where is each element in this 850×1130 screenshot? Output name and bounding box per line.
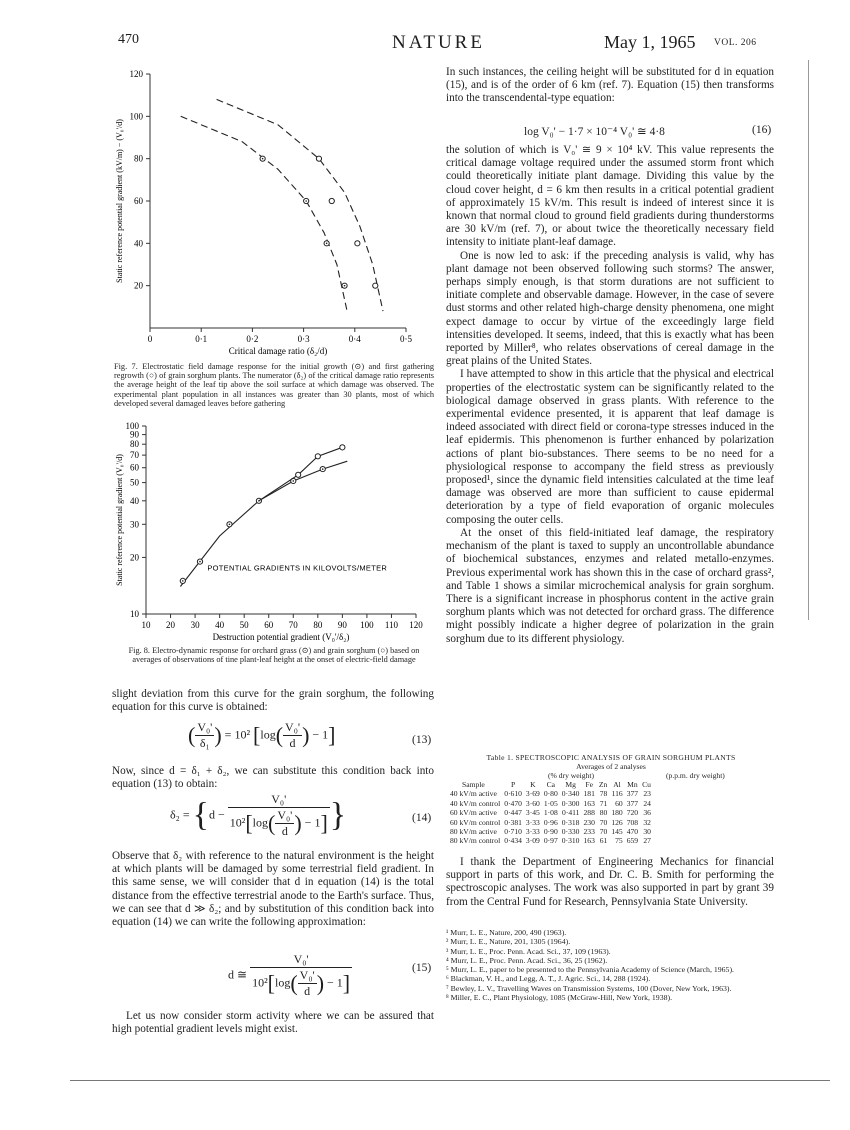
- issue-date: May 1, 1965: [604, 32, 696, 52]
- equation-13: ( $\frac{\text{V₀'}}{\text{δ₁}}$ ) = 10² [log( $\frac{\text{V₀'}}{d}$ ) − 1]: [188, 720, 336, 750]
- equation-13-number: (13): [412, 734, 432, 746]
- y-tick-label: 10: [130, 609, 139, 619]
- table-cell: 0·470: [504, 798, 522, 808]
- table-cell: 126: [611, 817, 623, 827]
- table-cell: 116: [611, 789, 623, 799]
- table-cell: 377: [626, 798, 639, 808]
- table-group-pct: (% dry weight): [548, 771, 594, 780]
- table-cell: 24: [643, 798, 651, 808]
- table-cell: 80 kV/m control: [450, 836, 501, 846]
- table-cell: 3·09: [525, 836, 540, 846]
- body-text: At the onset of this field-initiated leaf damage, the respiratory mechanism of the plant is taxed to supply an uncontrollable abundance of biochemical substances, enzymes and related metallo-enzymes. Previous experimental work has shown this in the case of orchard grass², and Table 1 shows a similar microchemical analysis for grain sorghum. There is a significant increase in phosphorus content in the active grain sorghum plants which was not detected for orchard grass. The difference might possibly indicate a higher degree of polarization in the grain sorghum due to its different physiology.: [446, 526, 774, 645]
- table-cell: 60 kV/m control: [450, 817, 501, 827]
- table-cell: 0·97: [543, 836, 558, 846]
- table-cell: 470: [626, 827, 639, 837]
- table-cell: 0·310: [561, 836, 580, 846]
- right-paragraph-1: [446, 66, 774, 106]
- table-header-cell: Zn: [598, 780, 608, 789]
- series-1-point-dot: [326, 243, 328, 245]
- volume-label: VOL. 206: [714, 38, 757, 48]
- table-cell: 163: [583, 798, 595, 808]
- fig8-chart: [112, 420, 434, 642]
- left-paragraph-2: [112, 765, 434, 791]
- equation-14-number: (14): [412, 812, 432, 824]
- table-cell: 163: [583, 836, 595, 846]
- reference-item: ² Murr, L. E., Nature, 201, 1305 (1964).: [446, 937, 571, 947]
- reference-item: ⁷ Bewley, L. V., Travelling Waves on Transmission Systems, 100 (Dover, New York, 1963).: [446, 983, 732, 993]
- table-row: [448, 827, 653, 836]
- scan-edge-line: [70, 1080, 830, 1081]
- table-cell: 30: [643, 827, 651, 837]
- fig8-caption-label: Fig. 8.: [128, 646, 151, 655]
- table-header-row: [448, 780, 653, 789]
- x-tick-label: 0: [147, 334, 153, 344]
- table-cell: 0·340: [561, 789, 580, 799]
- table-header-cell: Fe: [585, 780, 593, 789]
- series-1-curve: [181, 116, 347, 311]
- table-cell: 36: [643, 808, 651, 818]
- table-group-ppm: (p.p.m. dry weight): [666, 771, 725, 780]
- series-1-point-dot: [199, 561, 201, 563]
- fig8-caption: [114, 646, 434, 664]
- table-cell: 659: [626, 836, 639, 846]
- x-tick-label: 110: [384, 620, 399, 630]
- series-1-point-dot: [344, 285, 346, 287]
- body-text: I have attempted to show in this article that the physical and electrical properties of the electrostatic system can be significantly related to the biological damage observed in grass plants. With reference to the experimental evidence presented, it is apparent that leaf damage is indeed associated with direct field or corona-type stresses induced in the leaf epidermis. This phenomenon is further enhanced by polarization actions of plant bio-substances. There seems to be no need for a physiological response to accompany the field stress as previously proposed¹, since the dynamic field intensities calculated at the time leaf damage was observed are more than sufficient to cause epidermal deterioration by a type of field evaporation of organic molecules composing the outer cells.: [446, 368, 774, 526]
- y-tick-label: 120: [129, 69, 143, 79]
- left-paragraph-4: [112, 1010, 434, 1036]
- table-cell: 181: [583, 789, 595, 799]
- table-cell: 32: [643, 817, 651, 827]
- x-tick-label: 0·1: [195, 334, 208, 344]
- series-2-curve: [217, 99, 383, 311]
- fig7-caption: [114, 362, 434, 408]
- table-cell: 40 kV/m control: [450, 798, 501, 808]
- table-cell: 0·300: [561, 798, 580, 808]
- table-cell: 288: [583, 808, 595, 818]
- series-1-point-dot: [292, 480, 294, 482]
- x-tick-label: 0·5: [400, 334, 412, 344]
- table-cell: 70: [599, 817, 608, 827]
- table-header-cell: Mn: [627, 780, 638, 789]
- table-header-cell: Al: [613, 780, 621, 789]
- table-header-cell: Mg: [565, 780, 576, 789]
- x-tick-label: 40: [215, 620, 225, 630]
- x-tick-label: 0·2: [246, 334, 259, 344]
- table-cell: 23: [643, 789, 651, 799]
- table-cell: 233: [583, 827, 595, 837]
- y-axis-label: Static reference potential gradient (V₀'/d): [115, 454, 124, 586]
- reference-item: ⁵ Murr, L. E., paper to be presented to the Pennsylvania Academy of Science (March, 1965).: [446, 965, 734, 975]
- acknowledgement: [446, 856, 774, 909]
- table-cell: 40 kV/m active: [450, 789, 497, 799]
- series-2-point: [373, 283, 378, 288]
- table-cell: 3·45: [525, 808, 540, 818]
- journal-name: NATURE: [392, 32, 485, 53]
- table-header-cell: P: [510, 780, 516, 789]
- table-row: [448, 818, 653, 827]
- table-body: [448, 780, 653, 846]
- table-row: [448, 789, 653, 798]
- reference-item: ⁶ Blackman, V. H., and Legg, A. T., J. Agric. Sci., 14, 288 (1924).: [446, 974, 651, 984]
- table-cell: 0·90: [543, 827, 558, 837]
- table-row: [448, 836, 653, 845]
- y-tick-label: 60: [130, 462, 139, 473]
- right-paragraphs: [446, 144, 774, 646]
- y-tick-label: 100: [125, 421, 139, 431]
- y-tick-label: 100: [129, 111, 143, 122]
- x-tick-label: 100: [360, 620, 374, 630]
- fig8-caption-text: Electro-dynamic response for orchard grass (⊙) and grain sorghum (○) based on averages of observations of tine plant-leaf height at the onset of electric-field damage: [132, 646, 420, 665]
- table-cell: 80 kV/m active: [450, 827, 497, 837]
- x-tick-label: 20: [166, 620, 176, 630]
- fig7-chart: [112, 64, 434, 360]
- table-cell: 1·08: [543, 808, 558, 818]
- y-tick-label: 80: [134, 153, 143, 164]
- table-cell: 70: [599, 827, 608, 837]
- reference-item: ³ Murr, L. E., Proc. Penn. Acad. Sci., 37, 109 (1963).: [446, 946, 611, 956]
- table-cell: 27: [643, 836, 651, 846]
- table-cell: 0·434: [504, 836, 522, 846]
- page-number: 470: [118, 32, 139, 47]
- y-tick-label: 80: [130, 439, 139, 450]
- table-cell: 1·05: [543, 798, 558, 808]
- chart-annotation: POTENTIAL GRADIENTS IN KILOVOLTS/METER: [207, 563, 388, 573]
- reference-item: ⁴ Murr, L. E., Proc. Penn. Acad. Sci., 36, 25 (1962).: [446, 955, 608, 965]
- y-tick-label: 30: [130, 519, 139, 530]
- table-cell: 0·710: [504, 827, 522, 837]
- table-cell: 0·96: [543, 817, 558, 827]
- y-axis-label: Static reference potential gradient (kV/m) − (V₀'/d): [115, 119, 124, 283]
- table-cell: 3·33: [525, 827, 540, 837]
- y-tick-label: 40: [130, 495, 139, 506]
- scan-edge-line: [808, 60, 809, 620]
- table-cell: 80: [599, 808, 608, 818]
- table-cell: 0·610: [504, 789, 522, 799]
- body-text: I thank the Department of Engineering Mechanics for financial support in parts of this work, and Dr. C. B. Smith for performing the spectroscopic analyses. The work was also supported in part by grant 39 from the Central Fund for Research, Pennsylvania State University.: [446, 856, 774, 908]
- table-cell: 3·69: [525, 789, 540, 799]
- equation-14: δ₂ = {d − V₀' 10²[log( $\frac{\text{V₀'}}{d}$ ) − 1] }: [170, 792, 347, 838]
- y-tick-label: 20: [134, 280, 143, 291]
- table-header-cell: K: [530, 780, 536, 789]
- body-text: In such instances, the ceiling height will be substituted for d in equation (15), and is of the order of 6 km (ref. 7). Equation (15) then transforms into the transcendental-type equation:: [446, 66, 774, 105]
- table-cell: 0·447: [504, 808, 522, 818]
- body-text: the solution of which is V₀' ≅ 9 × 10⁴ kV. This value represents the critical damage voltage required under the assumed storm front which could theoretically initiate plant damage. Dividing this value by the cloud cover height, d = 6 km then results in a critical potential gradient of approximately 15 kV/m. This result is indeed of interest since it is known that normal cloud to ground field gradients during thunderstorms are 30 kV/m (ref. 7), or about twice the theoretically necessary field intensity to initiate plant-leaf damage.: [446, 144, 774, 249]
- body-text: One is now led to ask: if the preceding analysis is valid, why has plant damage not been observed following such storms? The answer, perhaps simply enough, is that storm durations are not sufficient to initiate complete and observable damage. However, in the case of severe dust storms and other related high-charge density phenomena, one might expect damage to occur by virtue of the exceedingly large field intensities developed. It seems, indeed, that this is exactly what has been reported by Miller⁸, who relates observations of cereal damage in the great plains of the United States.: [446, 249, 774, 368]
- table-header-cell: Sample: [462, 780, 485, 789]
- table-row: [448, 808, 653, 817]
- table-cell: 61: [599, 836, 608, 846]
- x-tick-label: 50: [239, 620, 249, 630]
- y-tick-label: 90: [130, 429, 139, 440]
- table-header-cell: Cu: [642, 780, 651, 789]
- table-cell: 0·381: [504, 817, 522, 827]
- y-tick-label: 20: [130, 552, 139, 563]
- y-tick-label: 70: [130, 450, 139, 461]
- table-1: [448, 753, 774, 846]
- x-axis-label: Destruction potential gradient (V₀'/δ₂): [212, 632, 350, 642]
- table-cell: 75: [615, 836, 623, 846]
- series-2-point: [329, 198, 334, 203]
- equation-15-number: (15): [412, 962, 432, 974]
- body-text: Now, since d = δ₁ + δ₂, we can substitute this condition back into equation (13) to obtain:: [112, 765, 434, 791]
- table-cell: 3·33: [525, 817, 540, 827]
- body-text: slight deviation from this curve for the grain sorghum, the following equation for this curve is obtained:: [112, 688, 434, 714]
- x-tick-label: 90: [337, 620, 347, 630]
- table-cell: 0·411: [562, 808, 580, 818]
- series-1-point-dot: [305, 200, 307, 202]
- series-2-point: [340, 445, 345, 450]
- x-tick-label: 10: [141, 620, 151, 630]
- y-tick-label: 50: [130, 477, 139, 488]
- x-tick-label: 0·4: [348, 334, 361, 344]
- x-tick-label: 70: [288, 620, 298, 630]
- equation-15: d ≅ V₀' 10²[log( $\frac{\text{V₀'}}{d}$ ) − 1]: [228, 952, 351, 998]
- x-axis-label: Critical damage ratio (δ₂/d): [228, 346, 328, 356]
- table-title: Table 1. SPECTROSCOPIC ANALYSIS OF GRAIN SORGHUM PLANTS: [486, 753, 736, 762]
- table-cell: 720: [626, 808, 639, 818]
- series-2-point: [296, 472, 301, 477]
- table-cell: 377: [626, 789, 639, 799]
- table-cell: 78: [599, 789, 608, 799]
- table-cell: 60 kV/m active: [450, 808, 497, 818]
- fig7-caption-text: Electrostatic field damage response for the initial growth (⊙) and first gathering regrowth (○) of grain sorghum plants. The numerator (δ₂) of the critical damage ratio represents the average height of the leaf tip above the soil surface at which damage was observed. The experimental plant population in all instances was greater than 30 plants, most of which developed several damaged leaves before gathering: [114, 362, 435, 408]
- table-header-cell: Ca: [546, 780, 556, 789]
- x-tick-label: 80: [313, 620, 323, 630]
- series-2-point: [316, 156, 321, 161]
- series-1-point-dot: [322, 468, 324, 470]
- left-paragraph-1: [112, 688, 434, 714]
- table-cell: 0·318: [561, 817, 580, 827]
- x-tick-label: 0·3: [297, 334, 310, 344]
- reference-list: [446, 928, 774, 1002]
- y-tick-label: 40: [134, 238, 143, 249]
- y-tick-label: 60: [134, 196, 143, 206]
- equation-16: log V₀' − 1·7 × 10⁻⁴ V₀' ≅ 4·8: [524, 126, 665, 138]
- table-cell: 71: [599, 798, 608, 808]
- series-1-point-dot: [229, 524, 231, 526]
- reference-item: ¹ Murr, L. E., Nature, 200, 490 (1963).: [446, 928, 567, 937]
- table-cell: 60: [615, 798, 623, 808]
- series-2-point: [315, 454, 320, 459]
- series-1-point-dot: [182, 580, 184, 582]
- table-cell: 0·80: [543, 789, 558, 799]
- table-cell: 180: [611, 808, 623, 818]
- series-2-point: [355, 241, 360, 246]
- table-cell: 708: [626, 817, 639, 827]
- table-cell: 145: [611, 827, 623, 837]
- reference-item: ⁸ Miller, E. C., Plant Physiology, 1085 (McGraw-Hill, New York, 1938).: [446, 993, 673, 1003]
- table-cell: 3·60: [525, 798, 540, 808]
- table-subtitle: Averages of 2 analyses: [576, 762, 646, 771]
- table-cell: 230: [583, 817, 595, 827]
- x-tick-label: 30: [190, 620, 200, 630]
- x-tick-label: 60: [264, 620, 274, 630]
- x-tick-label: 120: [409, 620, 423, 630]
- body-text: Observe that δ₂ with reference to the natural environment is the height at which plants will be damaged by some terrestrial field gradient. In this same sense, we will consider that d in equation (14) is the total distance from the effective terrestrial anode to the Earth's surface. Thus, we can see that d ≫ δ₂; and by substitution of this condition back into equation (14) we can write the following approximation:: [112, 850, 434, 929]
- body-text: Let us now consider storm activity where we can be assured that high potential gradient levels might exist.: [112, 1010, 434, 1036]
- table-cell: 0·330: [561, 827, 580, 837]
- table-row: [448, 799, 653, 808]
- equation-16-number: (16): [752, 124, 772, 136]
- series-1-point-dot: [262, 158, 264, 160]
- fig7-caption-label: Fig. 7.: [114, 362, 138, 371]
- left-paragraph-3: [112, 850, 434, 929]
